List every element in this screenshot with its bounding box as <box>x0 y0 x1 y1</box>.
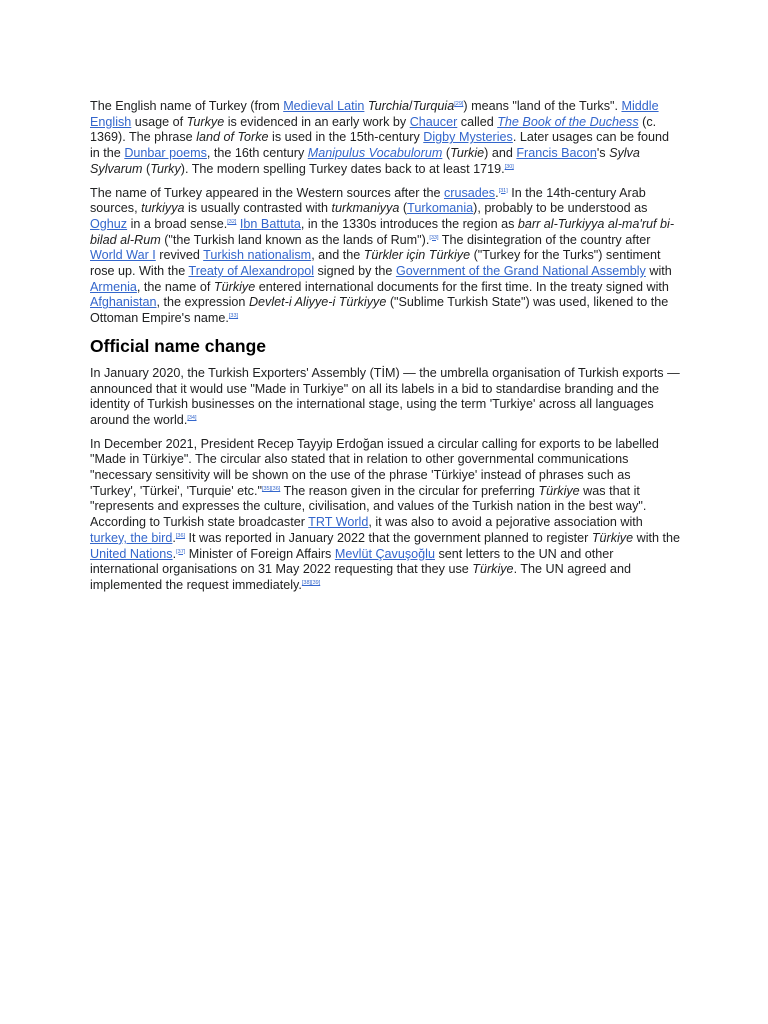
term-barr-al-turkiyya: barr al-Turkiyya al-ma'ruf bi-bilad al-Rum <box>90 216 675 247</box>
section-heading: Official name change <box>90 335 267 356</box>
text: revived <box>155 248 204 263</box>
link-treaty-of-alexandropol[interactable]: Treaty of Alexandropol <box>188 264 315 279</box>
reference-link[interactable]: [32] <box>227 218 237 225</box>
link-mevlut-cavusoglu[interactable]: Mevlüt Çavuşoğlu <box>334 546 435 561</box>
term-turkiye: Türkiye <box>591 530 634 545</box>
reference-link[interactable]: [33] <box>228 313 239 320</box>
link-world-war-i[interactable]: World War I <box>90 248 156 263</box>
text: . <box>495 185 499 200</box>
reference-38-39[interactable] <box>302 580 320 586</box>
term-devlet-i-aliyye: Devlet-i Aliyye-i Türkiyye <box>248 295 387 310</box>
term-turkmaniyya: turkmaniyya <box>331 201 400 216</box>
term-turkler-icin-turkiye: Türkler için Türkiye <box>363 248 471 263</box>
link-united-nations[interactable]: United Nations <box>90 546 173 561</box>
text: ( <box>399 201 408 216</box>
reference-35-36[interactable] <box>262 486 280 492</box>
link-ibn-battuta[interactable]: Ibn Battuta <box>239 216 301 231</box>
text: ("Turkey for the Turks") sentiment rose up. With the <box>90 248 661 279</box>
term-turkie: Turkie <box>450 146 485 161</box>
text: signed by the <box>314 264 396 279</box>
text: was that it "represents and expresses the culture, civilisation, and values of the Turkish nation in the best way". According to Turkish state broadcaster <box>90 483 647 530</box>
text: / <box>408 99 413 113</box>
link-manipulus-vocabulorum[interactable]: Manipulus Vocabulorum <box>307 146 443 161</box>
reference-33[interactable] <box>429 235 438 241</box>
text: is usually contrasted with <box>184 201 332 216</box>
text: ) means "land of the Turks". <box>463 99 622 113</box>
link-government-grand-national-assembly[interactable]: Government of the Grand National Assembly <box>395 264 646 279</box>
term-turky: Turky <box>150 161 181 176</box>
text: ). The modern spelling Turkey dates back to at least 1719. <box>180 161 505 176</box>
reference-34[interactable] <box>187 415 196 421</box>
reference-31[interactable] <box>499 188 508 194</box>
link-chaucer[interactable]: Chaucer <box>409 114 458 129</box>
reference-link[interactable]: [38][39] <box>301 579 321 586</box>
text: usage of <box>131 114 187 129</box>
link-turkomania[interactable]: Turkomania <box>407 201 474 216</box>
reference-37[interactable] <box>176 549 185 555</box>
text: The name of Turkey appeared in the Western sources after the <box>90 185 444 200</box>
term-turkiye: Türkiye <box>472 562 514 577</box>
text: ) and <box>484 146 517 161</box>
link-dunbar-poems[interactable]: Dunbar poems <box>124 146 207 161</box>
text: ("the Turkish land known as the lands of Rum"). <box>160 232 430 247</box>
link-crusades[interactable]: crusades <box>443 185 496 200</box>
text: called <box>457 114 498 129</box>
reference-link[interactable]: [36] <box>175 532 186 539</box>
paragraph-english-name <box>90 99 680 178</box>
text: with <box>645 264 672 279</box>
link-turkey-the-bird[interactable]: turkey, the bird <box>90 530 173 545</box>
text: ("Sublime Turkish State") was used, likened to the Ottoman Empire's name. <box>90 295 669 326</box>
link-medieval-latin[interactable]: Medieval Latin <box>283 99 365 113</box>
term-sylva-sylvarum: Sylva Sylvarum <box>90 146 640 176</box>
term-turkiyya: turkiyya <box>141 201 185 216</box>
text: entered international documents for the first time. In the treaty signed with <box>255 279 669 294</box>
text: sent letters to the UN and other international organisations on 31 May 2022 requesting that they use <box>90 546 614 577</box>
text: In December 2021, President Recep Tayyip Erdoğan issued a circular calling for exports to be labelled "Made in Türkiye". The circular also stated that in relation to other governmental communications "necessary sensitivity will be shown on the use of the phrase 'Türkiye' instead of phrases such as 'Turkey', 'Türkei', 'Turquie' etc." <box>90 436 659 498</box>
text: is evidenced in an early work by <box>224 114 410 129</box>
text: , and the <box>311 248 364 263</box>
text: , in the 1330s introduces the region as <box>300 216 518 231</box>
term-turquia: Turquia <box>412 99 455 113</box>
text: The disintegration of the country after <box>438 232 651 247</box>
paragraph-western-sources <box>90 186 680 327</box>
link-trt-world[interactable]: TRT World <box>308 515 369 530</box>
link-turkish-nationalism[interactable]: Turkish nationalism <box>203 248 312 263</box>
text: . Later usages can be found in the <box>90 130 669 161</box>
link-oghuz[interactable]: Oghuz <box>90 216 128 231</box>
text: 's <box>596 146 610 161</box>
text: The English name of Turkey (from <box>90 99 284 113</box>
text: In January 2020, the Turkish Exporters' Assembly (TİM) — the umbrella organisation of Turkish exports — announced that it would use "Made in Turkiye" on all its labels in a bid to standardise branding and the identity of Turkish businesses on the international stage, using the term 'Turkiye' across all languages around the world. <box>90 365 680 427</box>
paragraph-tim-announcement <box>90 366 680 429</box>
text: , the name of <box>136 279 214 294</box>
paragraph-erdogan-circular <box>90 437 680 594</box>
text: . The UN agreed and implemented the request immediately. <box>90 562 631 592</box>
link-middle-english[interactable]: Middle English <box>90 99 659 129</box>
text: (c. 1369). The phrase <box>90 114 657 145</box>
link-francis-bacon[interactable]: Francis Bacon <box>516 146 597 161</box>
reference-link[interactable]: [37] <box>176 548 186 555</box>
link-armenia[interactable]: Armenia <box>90 279 137 294</box>
text: ), probably to be understood as <box>473 201 648 216</box>
text: , the 16th century <box>206 146 308 161</box>
reference-36[interactable] <box>176 533 185 539</box>
text: . <box>172 546 177 561</box>
link-digby-mysteries[interactable]: Digby Mysteries <box>423 130 513 145</box>
link-afghanistan[interactable]: Afghanistan <box>90 295 157 310</box>
text: , the expression <box>156 295 249 310</box>
text: Minister of Foreign Affairs <box>185 546 335 561</box>
term-turkiye: Türkiye <box>213 279 256 294</box>
term-turkye: Turkye <box>186 114 225 129</box>
term-land-of-torke: land of Torke <box>196 130 269 145</box>
text: In the 14th-century Arab sources, <box>90 185 646 216</box>
reference-link[interactable]: [29] <box>454 101 464 107</box>
reference-link[interactable]: [31] <box>498 187 508 194</box>
text: ( <box>442 146 451 161</box>
text: It was reported in January 2022 that the government planned to register <box>185 530 592 545</box>
reference-33b[interactable] <box>229 313 238 319</box>
reference-link[interactable]: [35][36] <box>261 485 281 492</box>
reference-link[interactable]: [30] <box>504 163 514 170</box>
article-content <box>90 99 680 602</box>
term-turchia: Turchia <box>367 99 409 113</box>
text: with the <box>633 530 681 545</box>
reference-link[interactable]: [33] <box>429 234 439 241</box>
reference-link[interactable]: [34] <box>187 414 197 421</box>
text: , it was also to avoid a pejorative association with <box>368 515 643 530</box>
text: . <box>172 530 176 545</box>
reference-30[interactable] <box>505 164 514 170</box>
text: is used in the 15th-century <box>268 130 424 145</box>
link-book-of-the-duchess[interactable]: The Book of the Duchess <box>497 114 639 129</box>
text: The reason given in the circular for preferring <box>280 483 539 498</box>
text: in a broad sense. <box>127 216 228 231</box>
text: ( <box>142 161 151 176</box>
term-turkiye: Türkiye <box>538 483 580 498</box>
